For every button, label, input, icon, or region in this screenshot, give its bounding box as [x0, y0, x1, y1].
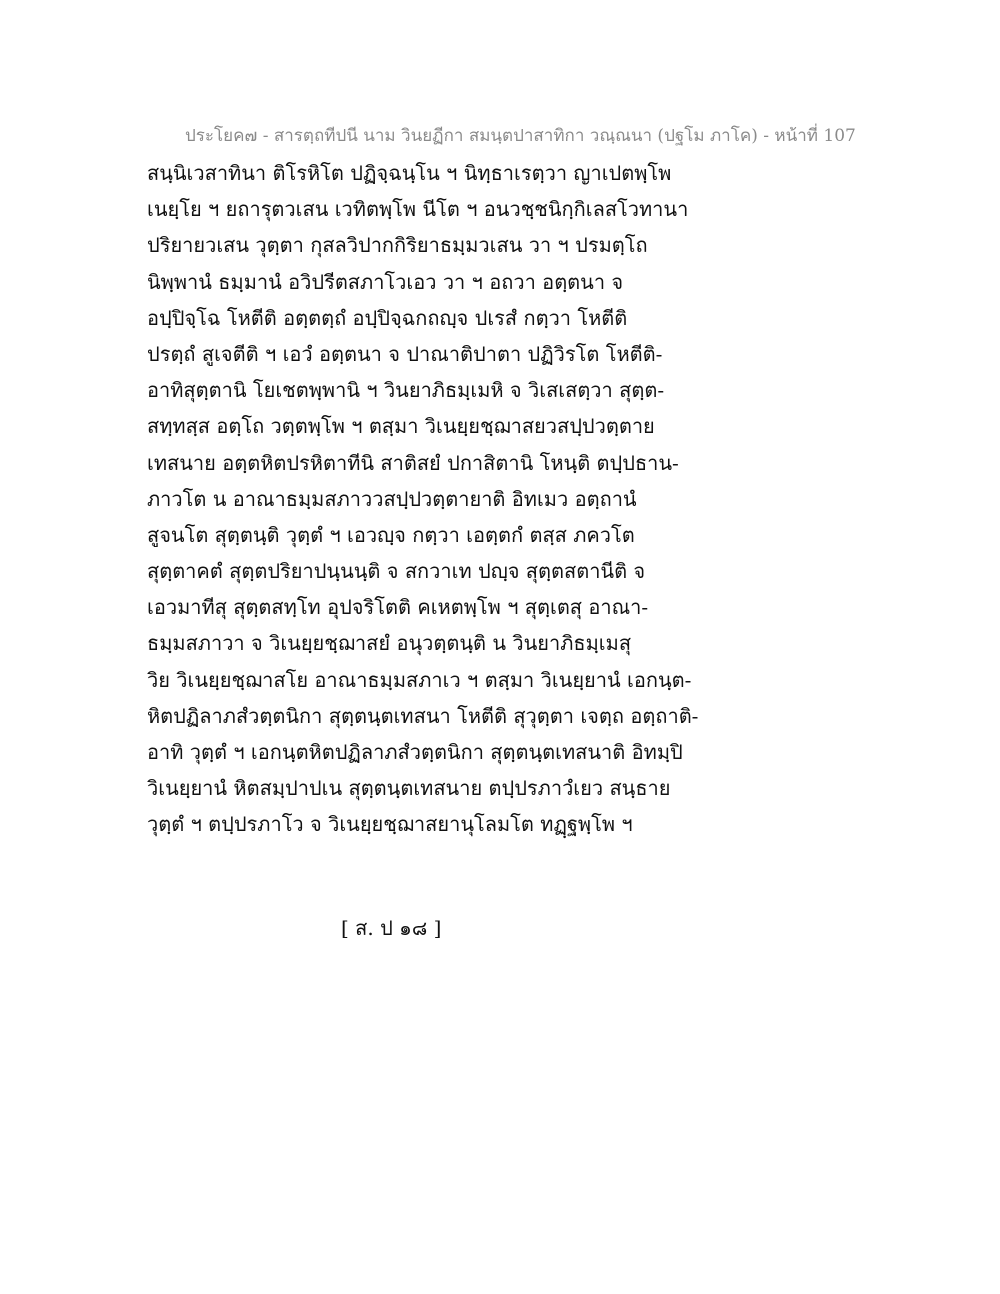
- text-line: วิเนยฺยานํ หิตสมฺปาปเน สุตฺตนฺตเทสนาย ตปฺปรภาวํเยว สนฺธาย: [147, 776, 671, 801]
- text-line: เทสนาย อตฺตหิตปรหิตาทีนิ สาติสยํ ปกาสิตานิ โหนฺติ ตปฺปธาน-: [147, 450, 679, 475]
- text-line: อปฺปิจฺโฉ โหตีติ อตฺตตฺถํ อปฺปิจฺฉกถญฺจ ปเรสํ กตฺวา โหตีติ: [147, 305, 628, 330]
- text-line: วิย วิเนยฺยชฺฌาสโย อาณาธมฺมสภาเว ฯ ตสฺมา วิเนยฺยานํ เอกนฺต-: [147, 667, 692, 692]
- text-line: ภาวโต น อาณาธมฺมสภาววสปฺปวตฺตายาติ อิทเมว อตฺถานํ: [147, 486, 637, 511]
- text-line: อาทิ วุตฺตํ ฯ เอกนฺตหิตปฏิลาภสํวตฺตนิกา สุตฺตนฺตเทสนาติ อิทมฺปิ: [147, 740, 683, 764]
- text-line: สุตฺตาคตํ สุตฺตปริยาปนฺนนฺติ จ สกวาเท ปญฺจ สุตฺตสตานีติ จ: [147, 559, 646, 584]
- text-line: เนยฺโย ฯ ยถารุตวเสน เวทิตพฺโพ นีโต ฯ อนวชฺชนิกฺกิเลสโวทานา: [147, 197, 689, 222]
- text-line: ปรตฺถํ สูเจตีติ ฯ เอวํ อตฺตนา จ ปาณาติปาตา ปฏิวิรโต โหตีติ-: [147, 341, 663, 366]
- text-line: หิตปฏิลาภสํวตฺตนิกา สุตฺตนฺตเทสนา โหตีติ สุวุตฺตา เจตฺถ อตฺถาติ-: [147, 703, 699, 728]
- footer-reference: [ ส. ป ๑๘ ]: [341, 916, 442, 940]
- running-header: ประโยค๗ - สารตฺถทีปนี นาม วินยฏีกา สมนฺตปาสาทิกา วณฺณนา (ปฐโม ภาโค) - หน้าที่ 107: [185, 126, 856, 146]
- text-line: ปริยายวเสน วุตฺตา กุสลวิปากกิริยาธมฺมวเสน วา ฯ ปรมตฺโถ: [147, 233, 648, 258]
- text-line: สทฺทสฺส อตฺโถ วตฺตพฺโพ ฯ ตสฺมา วิเนยฺยชฺฌาสยวสปฺปวตฺตาย: [147, 414, 655, 439]
- body-text: [147, 155, 707, 843]
- text-line: วุตฺตํ ฯ ตปฺปรภาโว จ วิเนยฺยชฺฌาสยานุโลมโต ทฏฺฐพฺโพ ฯ: [147, 812, 633, 837]
- text-line: ธมฺมสภาวา จ วิเนยฺยชฺฌาสยํ อนุวตฺตนฺติ น วินยาภิธมฺเมสุ: [147, 631, 632, 656]
- text-line: สูจนโต สุตฺตนฺติ วุตฺตํ ฯ เอวญฺจ กตฺวา เอตฺตกํ ตสฺส ภควโต: [147, 522, 635, 547]
- text-line: เอวมาทีสุ สุตฺตสทฺโท อุปจริโตติ คเหตพฺโพ ฯ สุตฺเตสุ อาณา-: [147, 595, 649, 620]
- text-line: อาทิสุตฺตานิ โยเชตพฺพานิ ฯ วินยาภิธมฺเมหิ จ วิเสเสตฺวา สุตฺต-: [147, 378, 665, 403]
- text-line: สนฺนิเวสาทินา ติโรหิโต ปฏิจฺฉนฺโน ฯ นิทฺธาเรตฺวา ญาเปตพฺโพ: [147, 161, 672, 185]
- text-line: นิพฺพานํ ธมฺมานํ อวิปรีตสภาโวเอว วา ฯ อถวา อตฺตนา จ: [147, 269, 624, 294]
